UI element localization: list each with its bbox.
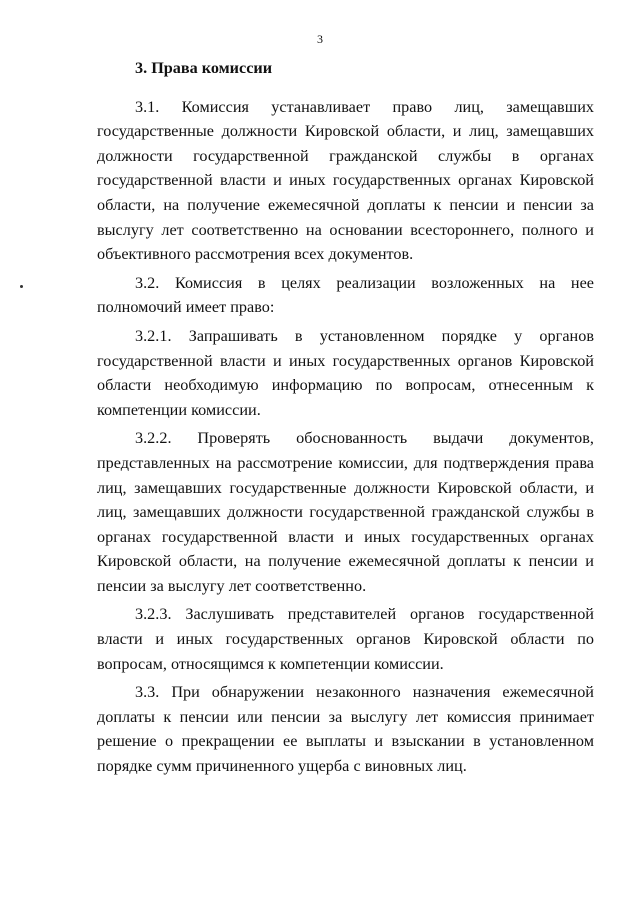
paragraph-3-1: 3.1. Комиссия устанавливает право лиц, замещавших государственные должности Кировской области, и лиц, замещавших должности государственной гражданской службы в органах государственной власти и иных государственных органах Кировской области, на получение ежемесячной доплаты к пенсии и пенсии за выслугу лет соответственно на основании всестороннего, полного и объективного рассмотрения всех документов.: [97, 97, 594, 264]
page-number: 3: [317, 32, 323, 46]
paragraph-3-2-2: 3.2.2. Проверять обоснованность выдачи документов, представленных на рассмотрение комиссии, для подтверждения права лиц, замещавших государственные должности Кировской области, и лиц, замещавших должности государственной гражданской службы в органах государственной власти и иных государственных органах Кировской области, на получение ежемесячной доплаты к пенсии и пенсии за выслугу лет соответственно.: [97, 429, 594, 595]
scan-speck: [20, 285, 23, 288]
paragraph-3-3: 3.3. При обнаружении незаконного назначения ежемесячной доплаты к пенсии или пенсии за выслугу лет комиссия принимает решение о прекращении ее выплаты и взыскании в установленном порядке сумм причиненного ущерба с виновных лиц.: [97, 683, 594, 776]
paragraph-3-2-1: 3.2.1. Запрашивать в установленном порядке у органов государственной власти и иных государственных органов Кировской области необходимую информацию по вопросам, отнесенным к компетенции комиссии.: [97, 326, 594, 419]
document-body: [97, 56, 594, 783]
paragraph-3-2: 3.2. Комиссия в целях реализации возложенных на нее полномочий имеет право:: [97, 273, 594, 317]
paragraph-3-2-3: 3.2.3. Заслушивать представителей органов государственной власти и иных государственных органов Кировской области по вопросам, относящимся к компетенции комиссии.: [97, 605, 594, 673]
section-heading: 3. Права комиссии: [135, 59, 273, 77]
